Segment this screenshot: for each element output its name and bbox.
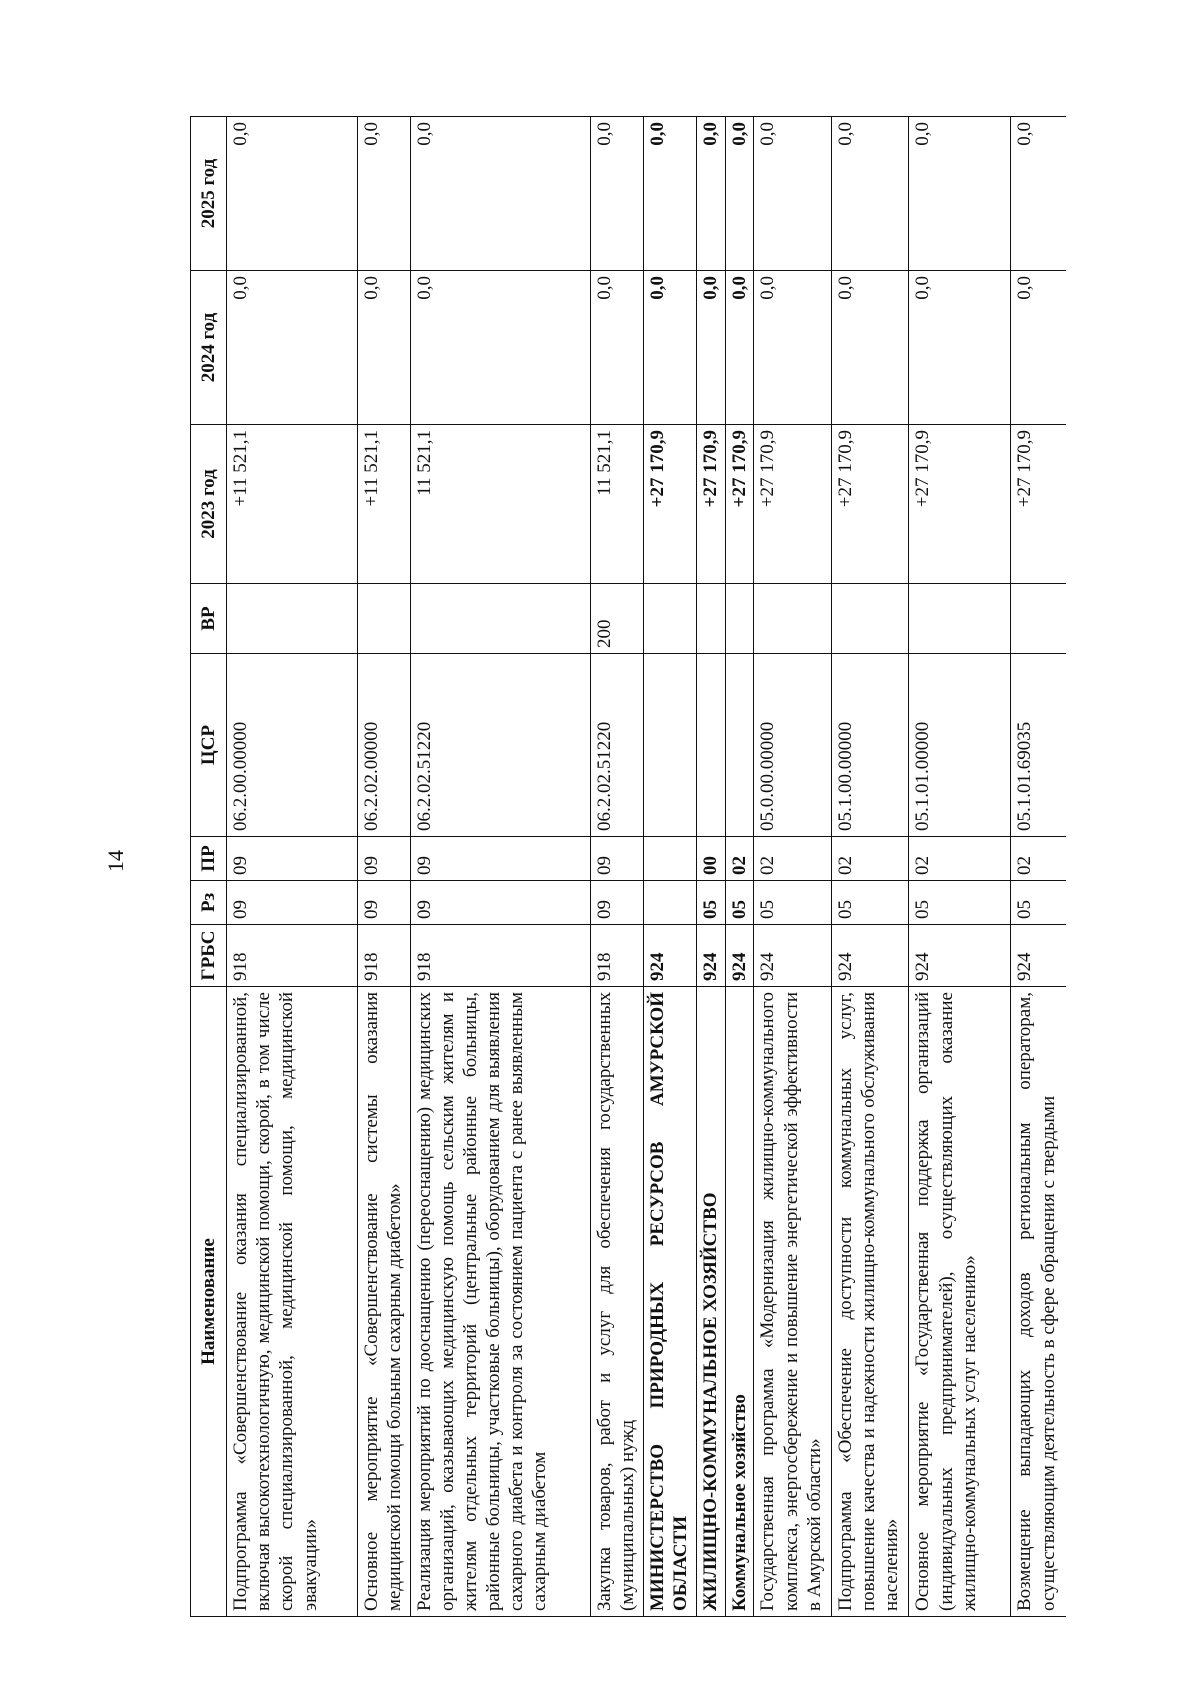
cell-2023: +27 170,9 bbox=[909, 425, 1011, 584]
cell-grbs: 924 bbox=[644, 925, 697, 987]
cell-2023: +27 170,9 bbox=[697, 425, 726, 584]
header-csr: ЦСР bbox=[191, 654, 227, 837]
cell-name: МИНИСТЕРСТВО ПРИРОДНЫХ РЕСУРСОВ АМУРСКОЙ ОБЛАСТИ bbox=[644, 987, 697, 1617]
cell-csr: 06.2.02.51220 bbox=[590, 654, 643, 837]
cell-csr bbox=[725, 654, 754, 837]
cell-2025: 0,0 bbox=[909, 117, 1011, 271]
cell-rz: 09 bbox=[410, 881, 590, 925]
table-row bbox=[357, 117, 410, 1617]
cell-rz: 05 bbox=[754, 881, 831, 925]
cell-2025: 0,0 bbox=[1011, 117, 1066, 271]
cell-vr bbox=[1011, 584, 1066, 654]
cell-vr bbox=[697, 584, 726, 654]
cell-pr: 02 bbox=[754, 837, 831, 881]
cell-rz: 09 bbox=[357, 881, 410, 925]
header-pr: ПР bbox=[191, 837, 227, 881]
cell-2025: 0,0 bbox=[831, 117, 908, 271]
cell-csr: 05.1.00.00000 bbox=[831, 654, 908, 837]
table-header-row bbox=[191, 117, 227, 1617]
header-2024: 2024 год bbox=[191, 271, 227, 425]
cell-name: Возмещение выпадающих доходов региональным операторам, осуществляющим деятельность в сфере обращения с твердыми bbox=[1011, 987, 1066, 1617]
cell-grbs: 918 bbox=[410, 925, 590, 987]
table-row bbox=[831, 117, 908, 1617]
table-row bbox=[725, 117, 754, 1617]
cell-rz: 05 bbox=[909, 881, 1011, 925]
table-row bbox=[644, 117, 697, 1617]
cell-pr: 02 bbox=[1011, 837, 1066, 881]
cell-2023: 11 521,1 bbox=[590, 425, 643, 584]
cell-vr: 200 bbox=[590, 584, 643, 654]
cell-pr: 09 bbox=[357, 837, 410, 881]
cell-2023: 11 521,1 bbox=[410, 425, 590, 584]
cell-2023: +27 170,9 bbox=[1011, 425, 1066, 584]
cell-grbs: 924 bbox=[1011, 925, 1066, 987]
table-row bbox=[754, 117, 831, 1617]
cell-2023: +27 170,9 bbox=[831, 425, 908, 584]
cell-2023: +11 521,1 bbox=[357, 425, 410, 584]
header-vr: ВР bbox=[191, 584, 227, 654]
header-grbs: ГРБС bbox=[191, 925, 227, 987]
table-row bbox=[697, 117, 726, 1617]
cell-2025: 0,0 bbox=[590, 117, 643, 271]
cell-grbs: 924 bbox=[754, 925, 831, 987]
header-2023: 2023 год bbox=[191, 425, 227, 584]
cell-rz: 05 bbox=[831, 881, 908, 925]
cell-2024: 0,0 bbox=[725, 271, 754, 425]
page-number: 14 bbox=[103, 850, 128, 872]
cell-2023: +27 170,9 bbox=[754, 425, 831, 584]
cell-vr bbox=[227, 584, 358, 654]
cell-2023: +27 170,9 bbox=[725, 425, 754, 584]
cell-2025: 0,0 bbox=[644, 117, 697, 271]
cell-2024: 0,0 bbox=[697, 271, 726, 425]
cell-2024: 0,0 bbox=[590, 271, 643, 425]
cell-vr bbox=[644, 584, 697, 654]
cell-name: Закупка товаров, работ и услуг для обеспечения государственных (муниципальных) нужд bbox=[590, 987, 643, 1617]
cell-name: ЖИЛИЩНО-КОММУНАЛЬНОЕ ХОЗЯЙСТВО bbox=[697, 987, 726, 1617]
budget-table bbox=[190, 116, 1066, 1617]
cell-rz: 05 bbox=[697, 881, 726, 925]
cell-rz: 09 bbox=[590, 881, 643, 925]
cell-2025: 0,0 bbox=[725, 117, 754, 271]
cell-name: Подпрограмма «Обеспечение доступности коммунальных услуг, повышение качества и надежности жилищно-коммунального обслуживания населения» bbox=[831, 987, 908, 1617]
table-row bbox=[227, 117, 358, 1617]
cell-csr bbox=[697, 654, 726, 837]
cell-2024: 0,0 bbox=[754, 271, 831, 425]
cell-2023: +27 170,9 bbox=[644, 425, 697, 584]
cell-vr bbox=[357, 584, 410, 654]
cell-vr bbox=[831, 584, 908, 654]
cell-csr: 06.2.02.00000 bbox=[357, 654, 410, 837]
cell-rz: 05 bbox=[725, 881, 754, 925]
table-row bbox=[590, 117, 643, 1617]
cell-name: Реализация мероприятий по дооснащению (переоснащению) медицинских организаций, оказывающих медицинскую помощь сельским жителям и жителям отдельных территорий (центральные районные больницы, районные больницы, участковые больницы), оборудованием для выявления сахарного диабета и контроля за состоянием пациента с ранее выявленным сахарным диабетом bbox=[410, 987, 590, 1617]
cell-name: Подпрограмма «Совершенствование оказания специализированной, включая высокотехнологичную, медицинской помощи, скорой, в том числе скорой специализированной, медицинской помощи, медицинской эвакуации» bbox=[227, 987, 358, 1617]
table-row bbox=[909, 117, 1011, 1617]
cell-2024: 0,0 bbox=[831, 271, 908, 425]
cell-grbs: 924 bbox=[725, 925, 754, 987]
cell-2025: 0,0 bbox=[357, 117, 410, 271]
cell-grbs: 918 bbox=[227, 925, 358, 987]
cell-2024: 0,0 bbox=[909, 271, 1011, 425]
header-2025: 2025 год bbox=[191, 117, 227, 271]
cell-grbs: 924 bbox=[697, 925, 726, 987]
table-row bbox=[410, 117, 590, 1617]
cell-rz bbox=[644, 881, 697, 925]
cell-name: Коммунальное хозяйство bbox=[725, 987, 754, 1617]
cell-pr: 09 bbox=[227, 837, 358, 881]
rotated-table-wrapper bbox=[190, 117, 1066, 1617]
cell-pr: 02 bbox=[831, 837, 908, 881]
cell-pr bbox=[644, 837, 697, 881]
cell-csr: 05.1.01.69035 bbox=[1011, 654, 1066, 837]
cell-rz: 09 bbox=[227, 881, 358, 925]
cell-pr: 00 bbox=[697, 837, 726, 881]
cell-name: Государственная программа «Модернизация жилищно-коммунального комплекса, энергосбережение и повышение энергетической эффективности в Амурской области» bbox=[754, 987, 831, 1617]
cell-grbs: 918 bbox=[357, 925, 410, 987]
cell-name: Основное мероприятие «Совершенствование системы оказания медицинской помощи больным сахарным диабетом» bbox=[357, 987, 410, 1617]
table-row bbox=[1011, 117, 1066, 1617]
cell-2024: 0,0 bbox=[1011, 271, 1066, 425]
cell-csr: 06.2.00.00000 bbox=[227, 654, 358, 837]
cell-csr: 06.2.02.51220 bbox=[410, 654, 590, 837]
cell-2025: 0,0 bbox=[410, 117, 590, 271]
cell-csr: 05.1.01.00000 bbox=[909, 654, 1011, 837]
cell-pr: 09 bbox=[410, 837, 590, 881]
cell-grbs: 924 bbox=[831, 925, 908, 987]
cell-vr bbox=[410, 584, 590, 654]
cell-pr: 09 bbox=[590, 837, 643, 881]
cell-2025: 0,0 bbox=[227, 117, 358, 271]
cell-vr bbox=[725, 584, 754, 654]
cell-2023: +11 521,1 bbox=[227, 425, 358, 584]
cell-grbs: 924 bbox=[909, 925, 1011, 987]
cell-vr bbox=[754, 584, 831, 654]
cell-2024: 0,0 bbox=[357, 271, 410, 425]
header-rz: Рз bbox=[191, 881, 227, 925]
cell-rz: 05 bbox=[1011, 881, 1066, 925]
cell-pr: 02 bbox=[909, 837, 1011, 881]
table-body bbox=[227, 117, 1067, 1617]
cell-2025: 0,0 bbox=[697, 117, 726, 271]
header-name: Наименование bbox=[191, 987, 227, 1617]
cell-vr bbox=[909, 584, 1011, 654]
cell-csr bbox=[644, 654, 697, 837]
cell-grbs: 918 bbox=[590, 925, 643, 987]
cell-2024: 0,0 bbox=[410, 271, 590, 425]
cell-pr: 02 bbox=[725, 837, 754, 881]
cell-2024: 0,0 bbox=[227, 271, 358, 425]
cell-2025: 0,0 bbox=[754, 117, 831, 271]
cell-csr: 05.0.00.00000 bbox=[754, 654, 831, 837]
cell-name: Основное мероприятие «Государственная поддержка организаций (индивидуальных предпринимателей), осуществляющих оказание жилищно-коммунальных услуг населению» bbox=[909, 987, 1011, 1617]
cell-2024: 0,0 bbox=[644, 271, 697, 425]
